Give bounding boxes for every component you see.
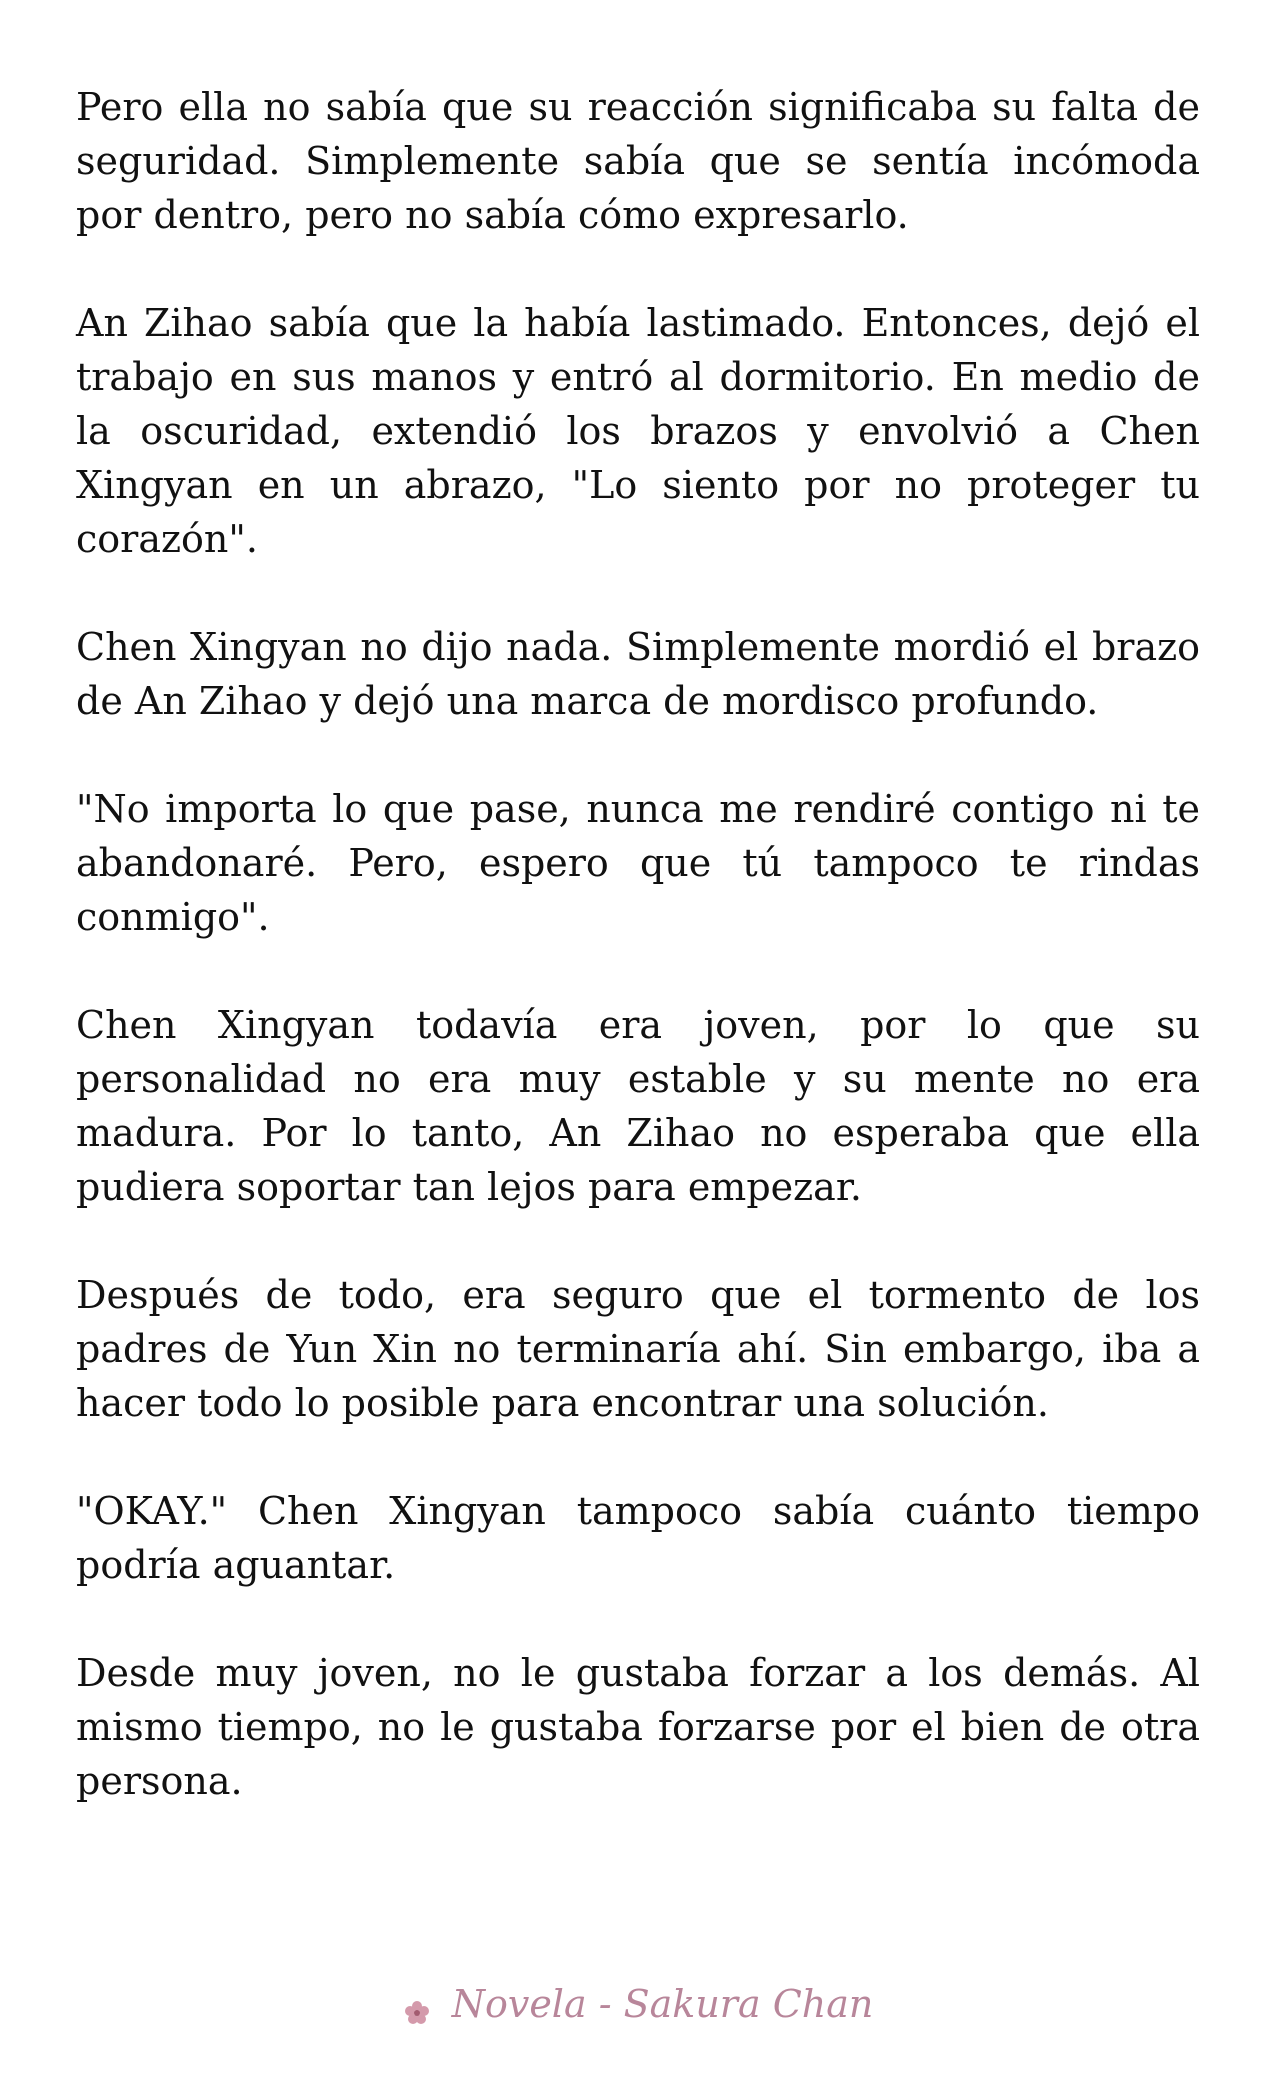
paragraph-3: Chen Xingyan no dijo nada. Simplemente mordió el brazo de An Zihao y dejó una marca de mordisco profundo. bbox=[76, 625, 1200, 723]
paragraph-6: Después de todo, era seguro que el tormento de los padres de Yun Xin no terminaría ahí. Sin embargo, iba a hacer todo lo posible para encontrar una solución. bbox=[76, 1273, 1200, 1425]
paragraph-7: "OKAY." Chen Xingyan tampoco sabía cuánto tiempo podría aguantar. bbox=[76, 1489, 1200, 1587]
watermark-footer bbox=[0, 1982, 1275, 2026]
document-body bbox=[76, 80, 1200, 2040]
paragraph-5: Chen Xingyan todavía era joven, por lo que su personalidad no era muy estable y su mente no era madura. Por lo tanto, An Zihao no esperaba que ella pudiera soportar tan lejos para empezar. bbox=[76, 1003, 1200, 1209]
paragraph-1: Pero ella no sabía que su reacción significaba su falta de seguridad. Simplemente sabía que se sentía incómoda por dentro, pero no sabía cómo expresarlo. bbox=[76, 85, 1200, 237]
watermark-text: Novela - Sakura Chan bbox=[451, 1982, 874, 2026]
paragraph-8: Desde muy joven, no le gustaba forzar a los demás. Al mismo tiempo, no le gustaba forzarse por el bien de otra persona. bbox=[76, 1651, 1200, 1803]
flower-icon bbox=[402, 1993, 432, 2023]
paragraph-2: An Zihao sabía que la había lastimado. Entonces, dejó el trabajo en sus manos y entró al dormitorio. En medio de la oscuridad, extendió los brazos y envolvió a Chen Xingyan en un abrazo, "Lo siento por no proteger tu corazón". bbox=[76, 301, 1200, 561]
paragraph-4: "No importa lo que pase, nunca me rendiré contigo ni te abandonaré. Pero, espero que tú tampoco te rindas conmigo". bbox=[76, 787, 1200, 939]
